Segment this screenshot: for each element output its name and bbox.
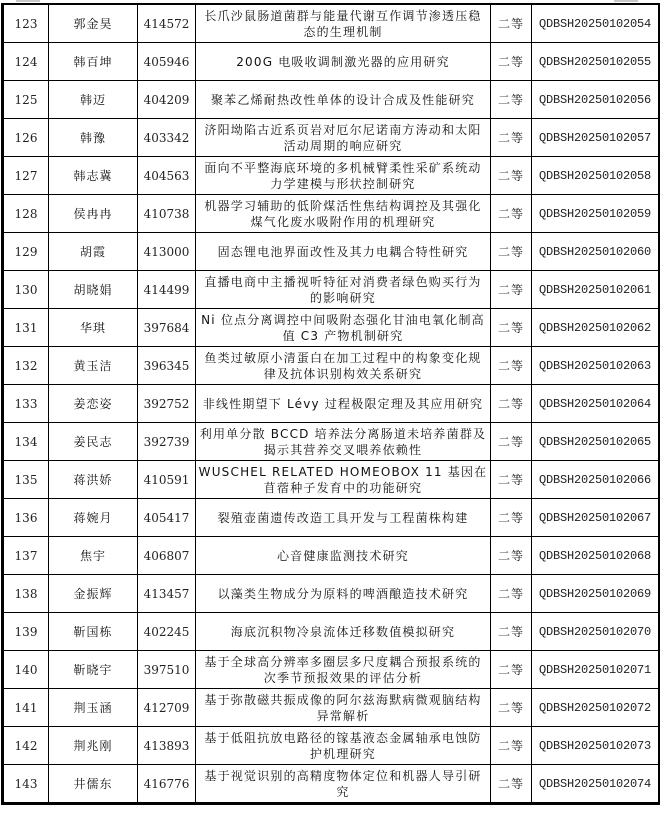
certificate-code: QDBSH20250102059 xyxy=(532,195,660,233)
paper-title: 直播电商中主播视听特征对消费者绿色购买行为的影响研究 xyxy=(196,271,491,309)
student-name: 华琪 xyxy=(49,309,138,347)
award-grade: 二等 xyxy=(491,423,532,461)
certificate-code: QDBSH20250102058 xyxy=(532,157,660,195)
paper-title: 机器学习辅助的低阶煤活性焦结构调控及其强化煤气化废水吸附作用的机理研究 xyxy=(196,195,491,233)
table-row xyxy=(3,347,660,385)
certificate-code: QDBSH20250102064 xyxy=(532,385,660,423)
student-name: 焦宇 xyxy=(49,537,138,575)
page-edge-marker xyxy=(16,0,40,2)
student-name: 郭金昊 xyxy=(49,4,138,43)
award-grade: 二等 xyxy=(491,765,532,804)
paper-title: 心音健康监测技术研究 xyxy=(196,537,491,575)
paper-title: Ni 位点分离调控中间吸附态强化甘油电氧化制高值 C3 产物机制研究 xyxy=(196,309,491,347)
row-index: 137 xyxy=(3,537,49,575)
row-index: 132 xyxy=(3,347,49,385)
student-id: 405946 xyxy=(138,43,196,81)
table-row xyxy=(3,309,660,347)
paper-title: 裂殖壶菌遗传改造工具开发与工程菌株构建 xyxy=(196,499,491,537)
row-index: 127 xyxy=(3,157,49,195)
student-id: 405417 xyxy=(138,499,196,537)
award-grade: 二等 xyxy=(491,689,532,727)
row-index: 141 xyxy=(3,689,49,727)
table-row xyxy=(3,81,660,119)
student-name: 胡霞 xyxy=(49,233,138,271)
row-index: 131 xyxy=(3,309,49,347)
student-id: 396345 xyxy=(138,347,196,385)
award-grade: 二等 xyxy=(491,575,532,613)
certificate-code: QDBSH20250102067 xyxy=(532,499,660,537)
paper-title: 海底沉积物冷泉流体迁移数值模拟研究 xyxy=(196,613,491,651)
certificate-code: QDBSH20250102060 xyxy=(532,233,660,271)
paper-title: 济阳坳陷古近系页岩对厄尔尼诺南方涛动和太阳活动周期的响应研究 xyxy=(196,119,491,157)
paper-title: 固态锂电池界面改性及其力电耦合特性研究 xyxy=(196,233,491,271)
row-index: 135 xyxy=(3,461,49,499)
row-index: 143 xyxy=(3,765,49,804)
award-grade: 二等 xyxy=(491,613,532,651)
student-id: 404209 xyxy=(138,81,196,119)
row-index: 140 xyxy=(3,651,49,689)
certificate-code: QDBSH20250102061 xyxy=(532,271,660,309)
award-grade: 二等 xyxy=(491,157,532,195)
student-name: 荆玉涵 xyxy=(49,689,138,727)
student-id: 413893 xyxy=(138,727,196,765)
row-index: 142 xyxy=(3,727,49,765)
table-row xyxy=(3,537,660,575)
certificate-code: QDBSH20250102066 xyxy=(532,461,660,499)
table-row xyxy=(3,385,660,423)
award-grade: 二等 xyxy=(491,233,532,271)
table-row xyxy=(3,499,660,537)
certificate-code: QDBSH20250102062 xyxy=(532,309,660,347)
award-grade: 二等 xyxy=(491,119,532,157)
student-id: 413457 xyxy=(138,575,196,613)
row-index: 124 xyxy=(3,43,49,81)
paper-title: 200G 电吸收调制激光器的应用研究 xyxy=(196,43,491,81)
student-id: 397510 xyxy=(138,651,196,689)
row-index: 123 xyxy=(3,4,49,43)
certificate-code: QDBSH20250102063 xyxy=(532,347,660,385)
paper-title: 基于全球高分辨率多圈层多尺度耦合预报系统的次季节预报效果的评估分析 xyxy=(196,651,491,689)
table-row xyxy=(3,157,660,195)
certificate-code: QDBSH20250102056 xyxy=(532,81,660,119)
student-id: 402245 xyxy=(138,613,196,651)
certificate-code: QDBSH20250102074 xyxy=(532,765,660,804)
certificate-code: QDBSH20250102054 xyxy=(532,4,660,43)
awards-table xyxy=(1,3,660,805)
row-index: 139 xyxy=(3,613,49,651)
student-name: 侯冉冉 xyxy=(49,195,138,233)
student-id: 406807 xyxy=(138,537,196,575)
table-row xyxy=(3,233,660,271)
table-row xyxy=(3,765,660,804)
row-index: 126 xyxy=(3,119,49,157)
row-index: 125 xyxy=(3,81,49,119)
student-name: 蒋婉月 xyxy=(49,499,138,537)
table-row xyxy=(3,689,660,727)
paper-title: 面向不平整海底环境的多机械臂柔性采矿系统动力学建模与形状控制研究 xyxy=(196,157,491,195)
paper-title: 基于弥散磁共振成像的阿尔兹海默病微观脑结构异常解析 xyxy=(196,689,491,727)
student-id: 412709 xyxy=(138,689,196,727)
student-id: 392739 xyxy=(138,423,196,461)
student-name: 胡晓娟 xyxy=(49,271,138,309)
student-id: 410591 xyxy=(138,461,196,499)
student-name: 荆兆刚 xyxy=(49,727,138,765)
table-row xyxy=(3,4,660,43)
certificate-code: QDBSH20250102072 xyxy=(532,689,660,727)
paper-title: 基于视觉识别的高精度物体定位和机器人导引研究 xyxy=(196,765,491,804)
paper-title: 以藻类生物成分为原料的啤酒酿造技术研究 xyxy=(196,575,491,613)
student-name: 靳晓宇 xyxy=(49,651,138,689)
award-grade: 二等 xyxy=(491,309,532,347)
student-id: 410738 xyxy=(138,195,196,233)
row-index: 130 xyxy=(3,271,49,309)
award-grade: 二等 xyxy=(491,43,532,81)
row-index: 138 xyxy=(3,575,49,613)
student-id: 416776 xyxy=(138,765,196,804)
award-grade: 二等 xyxy=(491,347,532,385)
award-grade: 二等 xyxy=(491,385,532,423)
student-name: 姜恋姿 xyxy=(49,385,138,423)
row-index: 133 xyxy=(3,385,49,423)
table-row xyxy=(3,651,660,689)
award-grade: 二等 xyxy=(491,271,532,309)
table-row xyxy=(3,195,660,233)
award-grade: 二等 xyxy=(491,727,532,765)
award-grade: 二等 xyxy=(491,81,532,119)
student-name: 韩志冀 xyxy=(49,157,138,195)
student-name: 金振辉 xyxy=(49,575,138,613)
certificate-code: QDBSH20250102065 xyxy=(532,423,660,461)
student-name: 韩豫 xyxy=(49,119,138,157)
certificate-code: QDBSH20250102069 xyxy=(532,575,660,613)
certificate-code: QDBSH20250102068 xyxy=(532,537,660,575)
certificate-code: QDBSH20250102070 xyxy=(532,613,660,651)
award-grade: 二等 xyxy=(491,499,532,537)
table-row xyxy=(3,119,660,157)
student-name: 蒋洪娇 xyxy=(49,461,138,499)
paper-title: 利用单分散 BCCD 培养法分离肠道未培养菌群及揭示其营养交叉喂养依赖性 xyxy=(196,423,491,461)
student-id: 397684 xyxy=(138,309,196,347)
award-grade: 二等 xyxy=(491,651,532,689)
paper-title: 基于低阻抗放电路径的镓基液态金属轴承电蚀防护机理研究 xyxy=(196,727,491,765)
student-name: 韩迈 xyxy=(49,81,138,119)
award-grade: 二等 xyxy=(491,4,532,43)
page-edge-marker xyxy=(614,0,638,2)
row-index: 128 xyxy=(3,195,49,233)
award-grade: 二等 xyxy=(491,195,532,233)
table-row xyxy=(3,43,660,81)
paper-title: 非线性期望下 Lévy 过程极限定理及其应用研究 xyxy=(196,385,491,423)
row-index: 136 xyxy=(3,499,49,537)
table-row xyxy=(3,727,660,765)
certificate-code: QDBSH20250102073 xyxy=(532,727,660,765)
student-name: 靳国栋 xyxy=(49,613,138,651)
table-row xyxy=(3,461,660,499)
certificate-code: QDBSH20250102057 xyxy=(532,119,660,157)
paper-title: 长爪沙鼠肠道菌群与能量代谢互作调节渗透压稳态的生理机制 xyxy=(196,4,491,43)
student-id: 403342 xyxy=(138,119,196,157)
table-row xyxy=(3,423,660,461)
paper-title: WUSCHEL RELATED HOMEOBOX 11 基因在苜蓿种子发育中的功能研究 xyxy=(196,461,491,499)
awards-table-body xyxy=(3,4,660,804)
student-name: 井儒东 xyxy=(49,765,138,804)
certificate-code: QDBSH20250102055 xyxy=(532,43,660,81)
table-row xyxy=(3,613,660,651)
row-index: 129 xyxy=(3,233,49,271)
award-grade: 二等 xyxy=(491,461,532,499)
table-row xyxy=(3,271,660,309)
student-name: 黄玉洁 xyxy=(49,347,138,385)
student-name: 韩百坤 xyxy=(49,43,138,81)
certificate-code: QDBSH20250102071 xyxy=(532,651,660,689)
student-id: 414499 xyxy=(138,271,196,309)
award-grade: 二等 xyxy=(491,537,532,575)
student-id: 404563 xyxy=(138,157,196,195)
student-id: 392752 xyxy=(138,385,196,423)
row-index: 134 xyxy=(3,423,49,461)
student-id: 413000 xyxy=(138,233,196,271)
table-row xyxy=(3,575,660,613)
paper-title: 鱼类过敏原小清蛋白在加工过程中的构象变化规律及抗体识别构效关系研究 xyxy=(196,347,491,385)
paper-title: 聚苯乙烯耐热改性单体的设计合成及性能研究 xyxy=(196,81,491,119)
student-name: 姜民志 xyxy=(49,423,138,461)
student-id: 414572 xyxy=(138,4,196,43)
